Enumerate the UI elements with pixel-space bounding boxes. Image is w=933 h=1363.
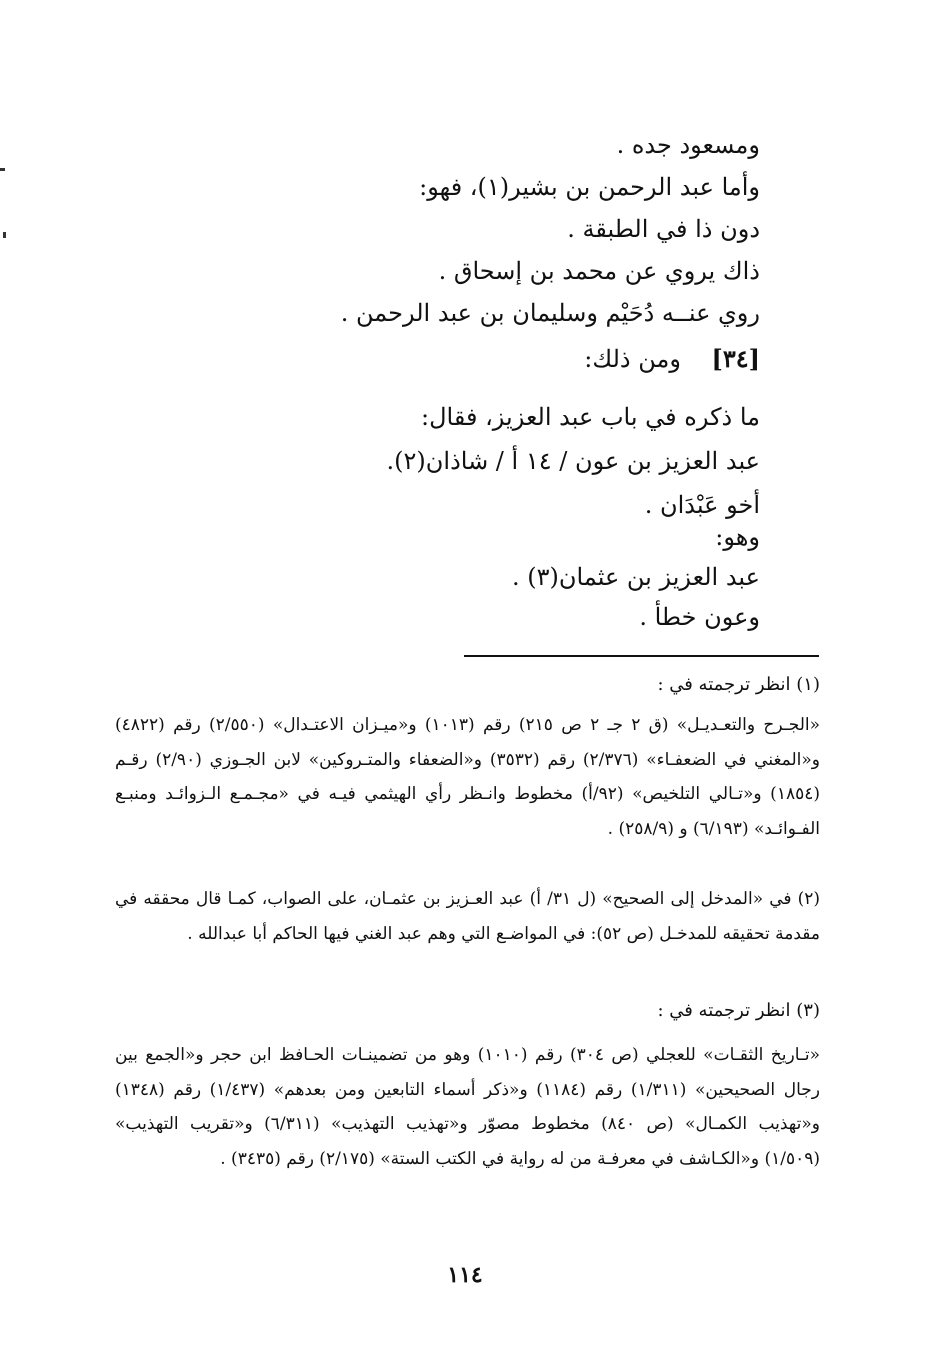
main-text-line: وعون خطأ . — [639, 603, 760, 631]
footnote-1-body: «الجـرح والتعـديـل» (ق ٢ جـ ٢ ص ٢١٥) رقم (١٠١٣) و«ميـزان الاعتـدال» (٢/٥٥٠) رقم (٤٨٢٢) و«المغني في الضعفـاء» (٢/٣٧٦) رقم (٣٥٣٢) و«الضعفاء والمتـروكين» لابن الجـوزي (٢/٩٠) رقـم (١٨٥٤) و«تـالي التلخيص» (٩٢/أ) مخطوط وانـظر رأي الهيثمي فيـه في «مجـمـع الـزوائـد ومنبـع الفـوائـد» (٦/١٩٣) و (٢٥٨/٩) . — [115, 715, 820, 839]
footnote-separator — [464, 655, 819, 657]
main-text-line: وهو: — [715, 523, 760, 551]
footnote-3-heading: (٣) انظر ترجمته في : — [657, 1000, 820, 1021]
entry-heading — [200, 344, 760, 374]
footnote-3-body: «تـاريخ الثقـات» للعجلي (ص ٣٠٤) رقم (١٠١٠) وهو من تضمينـات الحـافظ ابن حجر و«الجمع بين رجال الصحيحين» (١/٣١١) رقم (١١٨٤) و«ذكر أسماء التابعين ومن بعدهم» (١/٤٣٧) رقم (١٣٤٨) و«تهذيب الكمـال» (ص ٨٤٠) مخطوط مصوّر و«تهذيب التهذيب» (٦/٣١١) و«تقريب التهذيب» (١/٥٠٩) و«الكـاشف في معرفـة من له رواية في الكتب الستة» (٢/١٧٥) رقم (٣٤٣٥) . — [115, 1045, 820, 1169]
main-text-line: ومسعود جده . — [616, 131, 760, 159]
main-text-line: روي عنــه دُحَيْم وسليمان بن عبد الرحمن . — [340, 299, 760, 327]
main-text-line: عبد العزيز بن عثمان(٣) . — [512, 563, 760, 591]
footnote-1-heading: (١) انظر ترجمته في : — [657, 674, 820, 695]
scan-mark — [0, 168, 5, 171]
entry-title: ومن ذلك: — [584, 345, 681, 373]
main-text-line: ما ذكره في باب عبد العزيز، فقال: — [420, 403, 760, 431]
main-text-line: عبد العزيز بن عون / ١٤ أ / شاذان(٢). — [386, 447, 760, 475]
entry-number: [٣٤] — [711, 344, 760, 373]
scan-mark — [3, 232, 6, 238]
main-text-line: ذاك يروي عن محمد بن إسحاق . — [438, 257, 760, 285]
main-text-line: وأما عبد الرحمن بن بشير(١)، فهو: — [419, 173, 760, 201]
main-text-line: أخو عَبْدَان . — [644, 491, 760, 519]
footnote-2-body: (٢) في «المدخل إلى الصحيح» (ل ٣١/ أ) عبد العـزيز بن عثمـان، على الصواب، كمـا قال محققه في مقدمة تحقيقه للمدخـل (ص ٥٢): في المواضـع التي وهم عبد الغني فيها الحاكم أبا عبدالله . — [115, 889, 820, 944]
main-text-line: دون ذا في الطبقة . — [567, 215, 760, 243]
page-number: ١١٤ — [447, 1262, 483, 1288]
